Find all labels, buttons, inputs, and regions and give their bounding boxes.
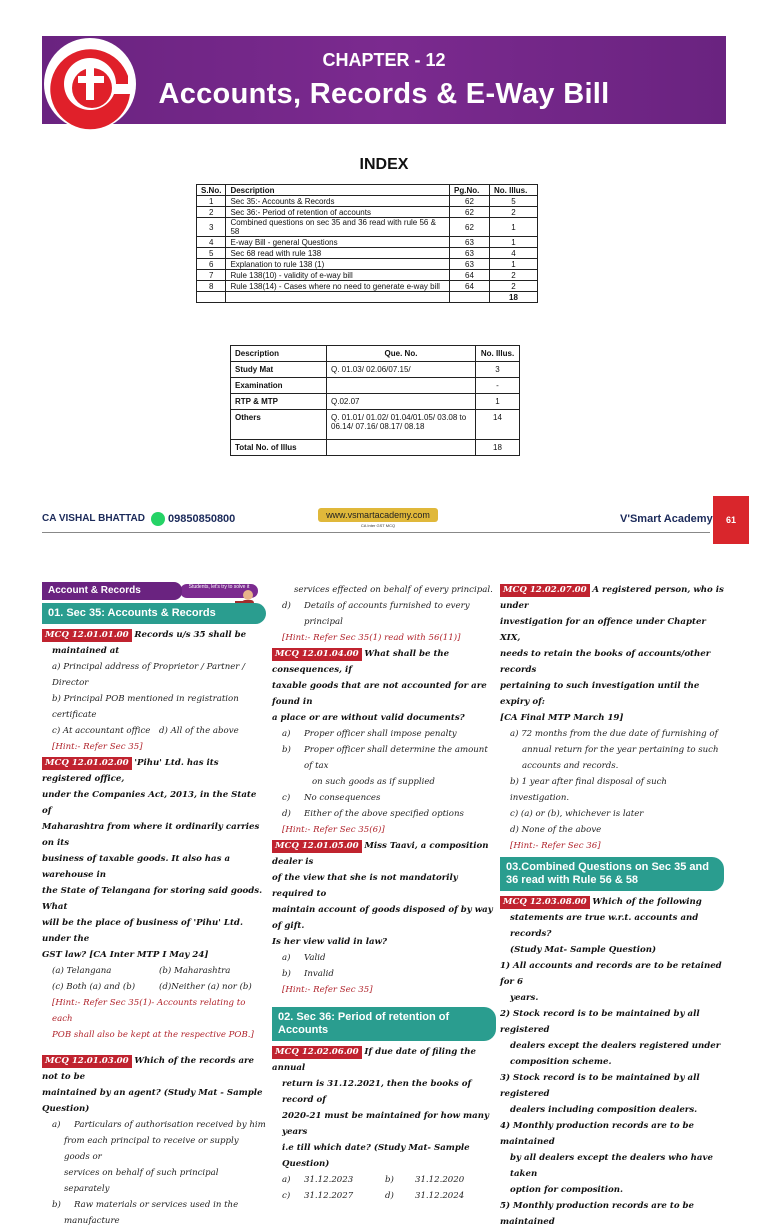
table-row: 5 Sec 68 read with rule 138 63 4 (197, 248, 538, 259)
col-page: Pg.No. (450, 185, 490, 196)
mcq-tag: MCQ 12.01.03.00 (42, 1055, 132, 1068)
option: Proper officer shall determine the amount of tax (304, 745, 488, 771)
option: 31.12.2023 (304, 1175, 354, 1185)
statement: 2) Stock record is to be maintained by all registered (500, 1009, 700, 1035)
option: a) Principal address of Proprietor / Partner / Director (52, 662, 246, 688)
chapter-title: Accounts, Records & E-Way Bill (158, 78, 610, 110)
mcq-tag: MCQ 12.01.05.00 (272, 840, 362, 853)
option: Valid (304, 953, 326, 963)
whatsapp-icon (151, 512, 165, 526)
column-3: MCQ 12.02.07.00 A registered person, who is under investigation for an offence under Chapter XIX, needs to retain the books of accounts/other records pertaining to such investigation until the expiry of: [CA Final MTP March 19] a) 72 months from the due date of furnishing of annual return for the year pertaining to such accounts and records. b) 1 year after final disposal of such investigation. c) (a) or (b), whichever is later d) None of the above [Hint:- Refer Sec 36] 03.Combined Questions on Sec 35 and 36 read with Rule 56 & 58 MCQ 12.03.08.00 Which of the following statements are true w.r.t. accounts and records? (Study Mat- Sample Question) 1) All accounts and records are to be retained for 6 years. 2) Stock record is to be maintained by all registered dealers except the dealers registered under composition scheme. 3) Stock record is to be maintained by all registered dealers including composition dealers. 4) Monthly production records are to be maintained by all dealers except the dealers who have taken option for composition. 5) Monthly production records are to be maintained (500, 582, 724, 1230)
section-heading-combined: 03.Combined Questions on Sec 35 and 36 read with Rule 56 & 58 (500, 857, 724, 891)
table-row: RTP & MTP Q.02.07 1 (231, 394, 520, 410)
table-row: 8 Rule 138(14) - Cases where no need to generate e-way bill 64 2 (197, 281, 538, 292)
option: Invalid (304, 969, 334, 979)
option: (b) Maharashtra (159, 966, 231, 976)
page-number: 61 (713, 496, 749, 544)
phone-number: 09850850800 (168, 513, 236, 525)
col-description: Description (226, 185, 450, 196)
option: 31.12.2020 (415, 1175, 465, 1185)
index-total: 18 (490, 292, 538, 303)
option: No consequences (304, 793, 381, 803)
mcq-tag: MCQ 12.01.02.00 (42, 757, 132, 770)
hint: [Hint:- Refer Sec 35(6)] (282, 825, 385, 835)
option: 31.12.2024 (415, 1191, 465, 1201)
mcq-tag: MCQ 12.03.08.00 (500, 896, 590, 909)
hint: [Hint:- Refer Sec 35(1)- Accounts relating to each (52, 998, 246, 1024)
mcq-tag: MCQ 12.01.04.00 (272, 648, 362, 661)
option: b) Principal POB mentioned in registration certificate (52, 694, 239, 720)
mcq-tag: MCQ 12.01.01.00 (42, 629, 132, 642)
option: Either of the above specified options (304, 809, 464, 819)
table-row: Examination - (231, 378, 520, 394)
option: a) 72 months from the due date of furnishing of (510, 729, 718, 739)
table-row: Total No. of Illus 18 (231, 440, 520, 456)
index-header-row (197, 185, 538, 196)
summary-table (230, 345, 520, 456)
table-row: 4 E-way Bill - general Questions 63 1 (197, 237, 538, 248)
option: 31.12.2027 (304, 1191, 354, 1201)
option: d) None of the above (510, 825, 602, 835)
mcq-tag: MCQ 12.02.07.00 (500, 584, 590, 597)
hint: [Hint:- Refer Sec 35] (52, 742, 143, 752)
table-row: 3 Combined questions on sec 35 and 36 read with rule 56 & 58 62 1 (197, 218, 538, 237)
section-heading-sec35: 01. Sec 35: Accounts & Records (42, 603, 266, 624)
option: d) All of the above (159, 726, 239, 736)
website-link[interactable]: www.vsmartacademy.com (318, 508, 438, 522)
table-row: 1 Sec 35:- Accounts & Records 62 5 (197, 196, 538, 207)
academy-logo-icon (42, 36, 138, 132)
option: (a) Telangana (52, 966, 112, 976)
statement: 5) Monthly production records are to be maintained (500, 1201, 695, 1227)
option: c) (a) or (b), whichever is later (510, 809, 644, 819)
option: Details of accounts furnished to every principal (304, 601, 470, 627)
hint: [Hint:- Refer Sec 36] (510, 841, 601, 851)
option: b) 1 year after final disposal of such investigation. (510, 777, 667, 803)
speech-bubble: Students, let's try to solve it (180, 584, 258, 598)
option: Raw materials or services used in the (74, 1200, 239, 1210)
chapter-number: CHAPTER - 12 (322, 50, 446, 70)
section-heading-sec36: 02. Sec 36: Period of retention of Accounts (272, 1007, 496, 1041)
table-row: 2 Sec 36:- Period of retention of accounts 62 2 (197, 207, 538, 218)
column-1: Account & Records 01. Sec 35: Accounts & Records MCQ 12.01.01.00 Records u/s 35 shall be maintained at a) Principal address of Proprietor / Partner / Director b) Principal POB mentioned in registration certificate c) At accountant office d) All of the above [Hint:- Refer Sec 35] MCQ 12.01.02.00 'Pihu' Ltd. has its registered office, under the Companies Act, 2013, in the State of Maharashtra from where it ordinarily carries on its business of taxable goods. It also has a warehouse in the State of Telangana for storing said goods. What will be the place of business of 'Pihu' Ltd. under the GST law? [CA Inter MTP I May 24] (a) Telangana (b) Maharashtra (c) Both (a) and (b) (d)Neither (a) nor (b) [Hint:- Refer Sec 35(1)- Accounts relating to each POB shall also be kept at the respective POB.] MCQ 12.01.03.00 Which of the records are not to be maintained by an agent? (Study Mat - Sample Question) a) Particulars of authorisation received by him from each principal to receive or supply goods or services on behalf of such principal separately b) Raw materials or services used in the manufacture (42, 582, 266, 1229)
summary-header-row: Description Que. No. No. Illus. (231, 346, 520, 362)
statement: 3) Stock record is to be maintained by all registered (500, 1073, 700, 1099)
col-illus: No. Illus. (490, 185, 538, 196)
author-name: CA VISHAL BHATTAD (42, 513, 145, 524)
section-label-accounts: Account & Records (42, 582, 182, 600)
statement: 1) All accounts and records are to be retained for 6 (500, 961, 722, 987)
chapter-banner (42, 36, 726, 124)
option: (c) Both (a) and (b) (52, 982, 136, 992)
footer-divider (42, 532, 710, 533)
table-row: 6 Explanation to rule 138 (1) 63 1 (197, 259, 538, 270)
column-2: services effected on behalf of every principal. d) Details of accounts furnished to every principal [Hint:- Refer Sec 35(1) read with 56(11)] MCQ 12.01.04.00 What shall be the consequences, if taxable goods that are not accounted for are found in a place or are without valid documents? a) Proper officer shall impose penalty b) Proper officer shall determine the amount of tax on such goods as if supplied c) No consequences d) Either of the above specified options [Hint:- Refer Sec 35(6)] MCQ 12.01.05.00 Miss Taavi, a composition dealer is of the view that she is not mandatorily required to maintain account of goods disposed of by way of gift. Is her view valid in law? a) Valid b) Invalid [Hint:- Refer Sec 35] 02. Sec 36: Period of retention of Accounts MCQ 12.02.06.00 If due date of filing the annual return is 31.12.2021, then the books of record of 2020-21 must be maintained for how many years i.e till which date? (Study Mat- Sample Question) a) 31.12.2023 b) 31.12.2020 c) 31.12.2027 d) 31.12.2024 (272, 582, 496, 1204)
total-row (197, 292, 538, 303)
col-sno: S.No. (197, 185, 226, 196)
table-row: Study Mat Q. 01.03/ 02.06/07.15/ 3 (231, 362, 520, 378)
hint: [Hint:- Refer Sec 35(1) read with 56(11)] (282, 633, 461, 643)
mcq-tag: MCQ 12.02.06.00 (272, 1046, 362, 1059)
index-table (196, 184, 538, 303)
hint: POB shall also be kept at the respective POB.] (52, 1030, 254, 1040)
option: c) At accountant office (52, 726, 151, 736)
option: Particulars of authorisation received by him (74, 1120, 266, 1130)
option: Proper officer shall impose penalty (304, 729, 457, 739)
table-row: Others Q. 01.01/ 01.02/ 01.04/01.05/ 03.08 to 06.14/ 07.16/ 08.17/ 08.18 14 (231, 410, 520, 440)
hint: [Hint:- Refer Sec 35] (282, 985, 373, 995)
option: (d)Neither (a) nor (b) (159, 982, 252, 992)
brand-name: V'Smart Academy (620, 513, 713, 525)
index-heading: INDEX (359, 156, 409, 173)
website-subtitle: CA Inter GST MCQ (360, 523, 396, 528)
statement: 4) Monthly production records are to be maintained (500, 1121, 695, 1147)
table-row: 7 Rule 138(10) - validity of e-way bill 64 2 (197, 270, 538, 281)
